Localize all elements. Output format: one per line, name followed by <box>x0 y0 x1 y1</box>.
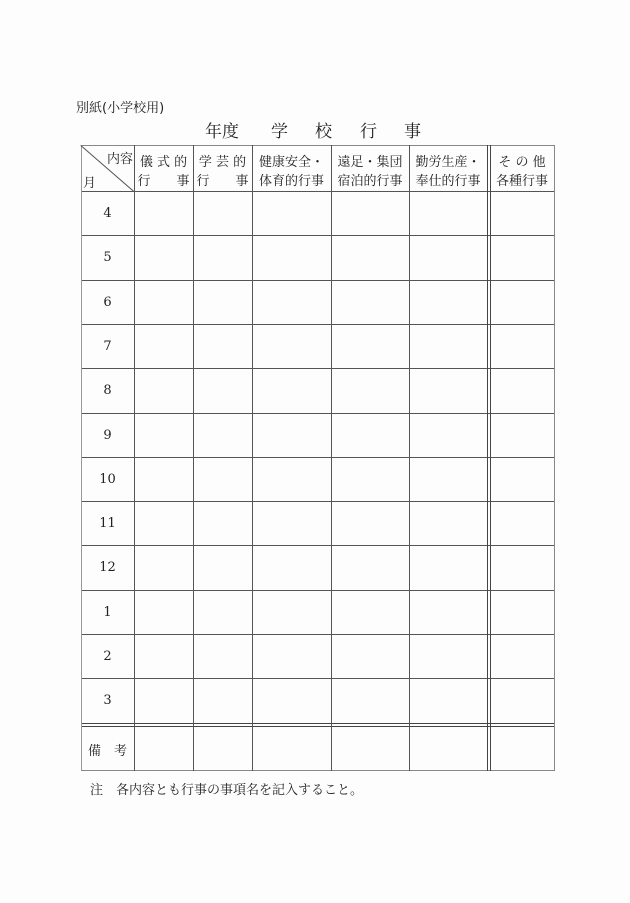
entry-cell-month-10-col-2[interactable] <box>253 458 331 501</box>
title-char-3: 行 <box>360 122 377 142</box>
entry-cell-month-12-col-5[interactable] <box>491 546 554 589</box>
grid-line <box>487 145 488 771</box>
entry-cell-month-5-col-0[interactable] <box>135 236 193 279</box>
entry-cell-month-10-col-1[interactable] <box>194 458 252 501</box>
remarks-cell-col-1[interactable] <box>194 727 252 769</box>
entry-cell-month-1-col-3[interactable] <box>332 591 409 634</box>
entry-cell-month-6-col-4[interactable] <box>410 281 487 324</box>
entry-cell-month-5-col-3[interactable] <box>332 236 409 279</box>
entry-cell-month-9-col-1[interactable] <box>194 414 252 457</box>
remarks-cell-col-5[interactable] <box>491 727 554 769</box>
entry-cell-month-10-col-0[interactable] <box>135 458 193 501</box>
entry-cell-month-1-col-4[interactable] <box>410 591 487 634</box>
remarks-cell-col-0[interactable] <box>135 727 193 769</box>
entry-cell-month-2-col-0[interactable] <box>135 635 193 678</box>
month-label: 3 <box>103 693 112 709</box>
title-year: 年度 <box>205 122 239 142</box>
entry-cell-month-6-col-1[interactable] <box>194 281 252 324</box>
remarks-cell-col-3[interactable] <box>332 727 409 769</box>
entry-cell-month-12-col-1[interactable] <box>194 546 252 589</box>
entry-cell-month-2-col-1[interactable] <box>194 635 252 678</box>
header-3-line2: 宿泊的行事 <box>337 174 403 189</box>
header-3-line1: 遠足・集団 <box>337 155 403 170</box>
entry-cell-month-1-col-5[interactable] <box>491 591 554 634</box>
corner-label-month: 月 <box>83 176 97 191</box>
entry-cell-month-7-col-3[interactable] <box>332 325 409 368</box>
header-2-line2: 体育的行事 <box>258 174 324 189</box>
entry-cell-month-5-col-2[interactable] <box>253 236 331 279</box>
entry-cell-month-10-col-4[interactable] <box>410 458 487 501</box>
header-5-line2: 各種行事 <box>495 174 548 189</box>
entry-cell-month-7-col-5[interactable] <box>491 325 554 368</box>
header-4-line2: 奉仕的行事 <box>415 174 481 189</box>
month-label: 6 <box>103 294 112 310</box>
entry-cell-month-9-col-3[interactable] <box>332 414 409 457</box>
header-4-line1: 勤労生産・ <box>415 155 481 170</box>
entry-cell-month-11-col-1[interactable] <box>194 502 252 545</box>
entry-cell-month-11-col-5[interactable] <box>491 502 554 545</box>
entry-cell-month-5-col-1[interactable] <box>194 236 252 279</box>
month-label: 12 <box>99 560 116 576</box>
header-0-line1: 儀 式 的 <box>139 155 188 170</box>
entry-cell-month-3-col-2[interactable] <box>253 679 331 722</box>
entry-cell-month-4-col-0[interactable] <box>135 192 193 235</box>
month-label: 1 <box>103 604 112 620</box>
entry-cell-month-8-col-4[interactable] <box>410 369 487 412</box>
entry-cell-month-4-col-3[interactable] <box>332 192 409 235</box>
month-label: 8 <box>103 383 112 399</box>
entry-cell-month-11-col-3[interactable] <box>332 502 409 545</box>
attachment-label: 別紙(小学校用) <box>76 101 165 116</box>
entry-cell-month-7-col-0[interactable] <box>135 325 193 368</box>
entry-cell-month-5-col-4[interactable] <box>410 236 487 279</box>
grid-line <box>81 145 82 771</box>
month-label: 2 <box>103 649 112 664</box>
entry-cell-month-12-col-3[interactable] <box>332 546 409 589</box>
entry-cell-month-9-col-0[interactable] <box>135 414 193 457</box>
entry-cell-month-6-col-0[interactable] <box>135 281 193 324</box>
entry-cell-month-2-col-4[interactable] <box>410 635 487 678</box>
corner-label-content: 内容 <box>107 152 134 167</box>
entry-cell-month-10-col-3[interactable] <box>332 458 409 501</box>
month-label: 11 <box>99 516 116 532</box>
entry-cell-month-4-col-2[interactable] <box>253 192 331 235</box>
month-label: 4 <box>103 206 112 221</box>
header-1-line1: 学 芸 的 <box>198 155 247 170</box>
title-char-4: 事 <box>404 122 421 142</box>
month-label: 5 <box>103 250 112 266</box>
entry-cell-month-3-col-0[interactable] <box>135 679 193 722</box>
entry-cell-month-1-col-0[interactable] <box>135 591 193 634</box>
entry-cell-month-12-col-2[interactable] <box>253 546 331 589</box>
entry-cell-month-4-col-5[interactable] <box>491 192 554 235</box>
header-0-line2: 行 事 <box>137 174 190 189</box>
grid-line <box>81 723 555 724</box>
entry-cell-month-4-col-4[interactable] <box>410 192 487 235</box>
entry-cell-month-6-col-3[interactable] <box>332 281 409 324</box>
entry-cell-month-12-col-4[interactable] <box>410 546 487 589</box>
entry-cell-month-2-col-3[interactable] <box>332 635 409 678</box>
grid-line <box>554 145 555 771</box>
entry-cell-month-9-col-4[interactable] <box>410 414 487 457</box>
entry-cell-month-8-col-2[interactable] <box>253 369 331 412</box>
entry-cell-month-3-col-5[interactable] <box>491 679 554 722</box>
entry-cell-month-8-col-0[interactable] <box>135 369 193 412</box>
entry-cell-month-8-col-3[interactable] <box>332 369 409 412</box>
entry-cell-month-1-col-1[interactable] <box>194 591 252 634</box>
entry-cell-month-7-col-4[interactable] <box>410 325 487 368</box>
entry-cell-month-3-col-3[interactable] <box>332 679 409 722</box>
grid-line <box>81 770 555 771</box>
entry-cell-month-5-col-5[interactable] <box>491 236 554 279</box>
month-label: 9 <box>103 427 112 443</box>
grid-line <box>81 145 555 146</box>
entry-cell-month-7-col-2[interactable] <box>253 325 331 368</box>
entry-cell-month-8-col-1[interactable] <box>194 369 252 412</box>
remarks-label: 備 考 <box>87 743 127 759</box>
entry-cell-month-2-col-2[interactable] <box>253 635 331 678</box>
entry-cell-month-9-col-5[interactable] <box>491 414 554 457</box>
entry-cell-month-10-col-5[interactable] <box>491 458 554 501</box>
remarks-cell-col-2[interactable] <box>253 727 331 769</box>
entry-cell-month-9-col-2[interactable] <box>253 414 331 457</box>
month-label: 10 <box>99 471 116 487</box>
entry-cell-month-6-col-5[interactable] <box>491 281 554 324</box>
footnote: 注 各内容とも行事の事項名を記入すること。 <box>90 783 364 798</box>
entry-cell-month-3-col-4[interactable] <box>410 679 487 722</box>
month-label: 7 <box>103 338 112 354</box>
title-char-1: 学 <box>271 122 288 142</box>
header-5-line1: そ の 他 <box>498 155 546 170</box>
entry-cell-month-6-col-2[interactable] <box>253 281 331 324</box>
remarks-cell-col-4[interactable] <box>410 727 487 769</box>
entry-cell-month-4-col-1[interactable] <box>194 192 252 235</box>
title-char-2: 校 <box>315 122 332 142</box>
entry-cell-month-3-col-1[interactable] <box>194 679 252 722</box>
entry-cell-month-7-col-1[interactable] <box>194 325 252 368</box>
header-1-line2: 行 事 <box>196 174 249 189</box>
entry-cell-month-12-col-0[interactable] <box>135 546 193 589</box>
entry-cell-month-1-col-2[interactable] <box>253 591 331 634</box>
entry-cell-month-8-col-5[interactable] <box>491 369 554 412</box>
entry-cell-month-11-col-0[interactable] <box>135 502 193 545</box>
entry-cell-month-2-col-5[interactable] <box>491 635 554 678</box>
entry-cell-month-11-col-4[interactable] <box>410 502 487 545</box>
entry-cell-month-11-col-2[interactable] <box>253 502 331 545</box>
header-2-line1: 健康安全・ <box>258 155 324 170</box>
